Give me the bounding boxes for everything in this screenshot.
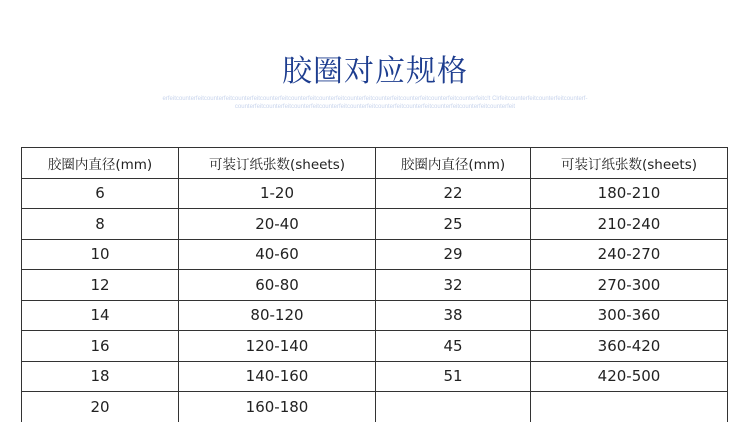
diameter-cell: 29 [376,239,531,270]
spec-table [21,147,728,422]
header-sheet-capacity: 可装订纸张数(sheets) [179,148,376,179]
sheets-cell: 270-300 [531,270,728,301]
sheets-cell: 360-420 [531,331,728,362]
diameter-cell: 45 [376,331,531,362]
table-row [22,331,728,362]
diameter-cell: 10 [22,239,179,270]
sheets-cell: 80-120 [179,300,376,331]
table-row [22,361,728,392]
diameter-cell: 12 [22,270,179,301]
sheets-cell: 160-180 [179,392,376,422]
table-row [22,239,728,270]
table-row [22,209,728,240]
header-sheet-capacity-2: 可装订纸张数(sheets) [531,148,728,179]
diameter-cell: 18 [22,361,179,392]
diameter-cell: 38 [376,300,531,331]
header-ring-diameter-2: 胶圈内直径(mm) [376,148,531,179]
diameter-cell: 25 [376,209,531,240]
sheets-cell: 1-20 [179,178,376,209]
sheets-cell: 40-60 [179,239,376,270]
sheets-cell: 210-240 [531,209,728,240]
sheets-cell: 120-140 [179,331,376,362]
diameter-cell: 51 [376,361,531,392]
table-row [22,300,728,331]
diameter-cell: 14 [22,300,179,331]
sheets-cell: 420-500 [531,361,728,392]
sheets-cell: 60-80 [179,270,376,301]
sheets-cell: 140-160 [179,361,376,392]
diameter-cell: 16 [22,331,179,362]
page-title: 胶圈对应规格 [282,54,468,89]
sheets-cell: 300-360 [531,300,728,331]
diameter-cell: 22 [376,178,531,209]
empty-cell [531,392,728,422]
diameter-cell: 32 [376,270,531,301]
sheets-cell: 20-40 [179,209,376,240]
watermark-line-1: erfeitcounterfeitcounterfeitcounterfeitcounterfeitcounterfeitcounterfeitcounterfeitcounterfeitcounterfeitcounterfeitcounterfeitc!t Clrfeitcounterfeitcounterfeitcounterf- [162,96,588,102]
sheets-cell: 240-270 [531,239,728,270]
table-row [22,392,728,422]
empty-cell [376,392,531,422]
table-header-row [22,148,728,179]
table-row [22,270,728,301]
diameter-cell: 6 [22,178,179,209]
diameter-cell: 20 [22,392,179,422]
table-row [22,178,728,209]
watermark-line-2: counterfeitcounterfeitcounterfeitcounterfeitcounterfeitcounterfeitcounterfeitcounterfeitcounterfeitcounterfeit [234,104,516,110]
sheets-cell: 180-210 [531,178,728,209]
header-ring-diameter: 胶圈内直径(mm) [22,148,179,179]
diameter-cell: 8 [22,209,179,240]
